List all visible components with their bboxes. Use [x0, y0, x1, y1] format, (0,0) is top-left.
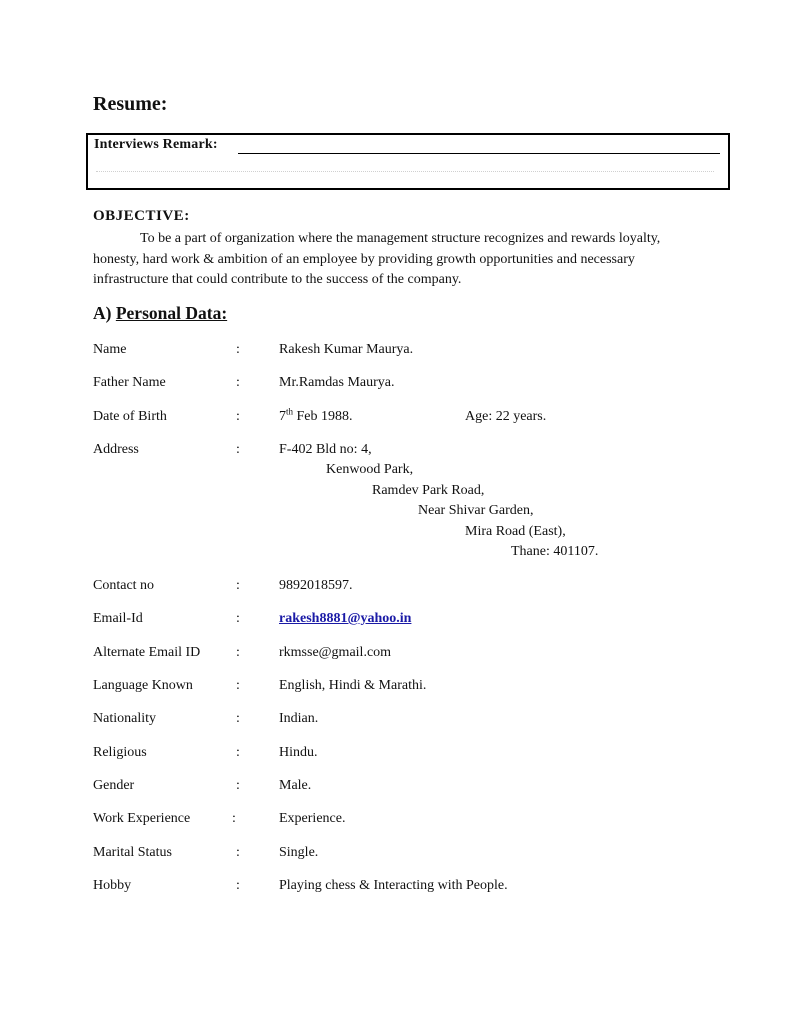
field-row-nationality — [0, 711, 791, 731]
address-line: Near Shivar Garden, — [418, 503, 534, 518]
field-colon: : — [236, 342, 240, 357]
age-value: Age: 22 years. — [465, 409, 547, 424]
field-row-email — [0, 611, 791, 631]
address-line: Thane: 401107. — [511, 544, 599, 559]
field-row-hobby — [0, 878, 791, 898]
field-value: Experience. — [279, 811, 346, 826]
field-label: Work Experience — [93, 811, 191, 826]
field-colon: : — [236, 878, 240, 893]
field-colon: : — [236, 645, 240, 660]
objective-heading: OBJECTIVE: — [93, 208, 190, 224]
field-value: Hindu. — [279, 745, 318, 760]
field-label: Date of Birth — [93, 409, 167, 424]
dob-suffix: th — [286, 406, 294, 417]
address-line: Ramdev Park Road, — [372, 483, 485, 498]
field-colon: : — [236, 845, 240, 860]
field-colon: : — [236, 409, 240, 424]
field-row-work-experience — [0, 811, 791, 831]
field-label: Address — [93, 442, 139, 457]
field-colon: : — [232, 811, 236, 826]
section-prefix: A) — [93, 303, 112, 323]
personal-data-heading — [93, 303, 227, 324]
field-label: Father Name — [93, 375, 166, 390]
address-line: Kenwood Park, — [326, 462, 414, 477]
field-value: Playing chess & Interacting with People. — [279, 878, 508, 893]
field-row-contact — [0, 578, 791, 598]
field-value: English, Hindi & Marathi. — [279, 678, 427, 693]
field-label: Email-Id — [93, 611, 143, 626]
field-label: Contact no — [93, 578, 155, 593]
field-row-alt-email — [0, 645, 791, 665]
field-value: Single. — [279, 845, 319, 860]
field-value: Male. — [279, 778, 312, 793]
address-line: F-402 Bld no: 4, — [279, 442, 372, 457]
remark-dotted-line — [96, 171, 714, 172]
field-colon: : — [236, 442, 240, 457]
field-label: Gender — [93, 778, 135, 793]
email-link[interactable]: rakesh8881@yahoo.in — [279, 611, 412, 626]
field-value: Indian. — [279, 711, 319, 726]
field-label: Name — [93, 342, 127, 357]
interview-remark-box — [86, 133, 730, 190]
dob-day: 7 — [279, 409, 286, 424]
field-colon: : — [236, 375, 240, 390]
field-label: Language Known — [93, 678, 193, 693]
interview-remark-label: Interviews Remark: — [94, 137, 218, 152]
field-label: Religious — [93, 745, 147, 760]
section-title: Personal Data: — [115, 303, 228, 323]
field-colon: : — [236, 745, 240, 760]
field-row-dob — [0, 406, 791, 429]
field-row-language — [0, 678, 791, 698]
remark-underline — [238, 153, 720, 154]
field-row-name — [0, 342, 791, 362]
dob-rest: Feb 1988. — [293, 409, 353, 424]
field-colon: : — [236, 678, 240, 693]
field-row-gender — [0, 778, 791, 798]
field-colon: : — [236, 778, 240, 793]
field-colon: : — [236, 611, 240, 626]
field-row-marital-status — [0, 845, 791, 865]
field-label: Hobby — [93, 878, 132, 893]
field-value: 9892018597. — [279, 578, 353, 593]
field-value: rkmsse@gmail.com — [279, 645, 392, 660]
document-title: Resume: — [93, 93, 168, 115]
field-row-address — [0, 442, 791, 462]
field-value: Mr.Ramdas Maurya. — [279, 375, 395, 390]
field-colon: : — [236, 578, 240, 593]
objective-text: To be a part of organization where the management structure recognizes and rewards loyalty, honesty, hard work & ambition of an employee by providing growth opportunities and necessary infrastructure that could contribute to the success of the company. — [93, 231, 661, 287]
field-label: Nationality — [93, 711, 156, 726]
field-label: Alternate Email ID — [93, 645, 201, 660]
field-row-religious — [0, 745, 791, 765]
field-label: Marital Status — [93, 845, 172, 860]
field-value-dob — [279, 406, 353, 425]
address-line: Mira Road (East), — [465, 524, 566, 539]
field-row-father-name — [0, 375, 791, 395]
field-value: Rakesh Kumar Maurya. — [279, 342, 414, 357]
field-colon: : — [236, 711, 240, 726]
